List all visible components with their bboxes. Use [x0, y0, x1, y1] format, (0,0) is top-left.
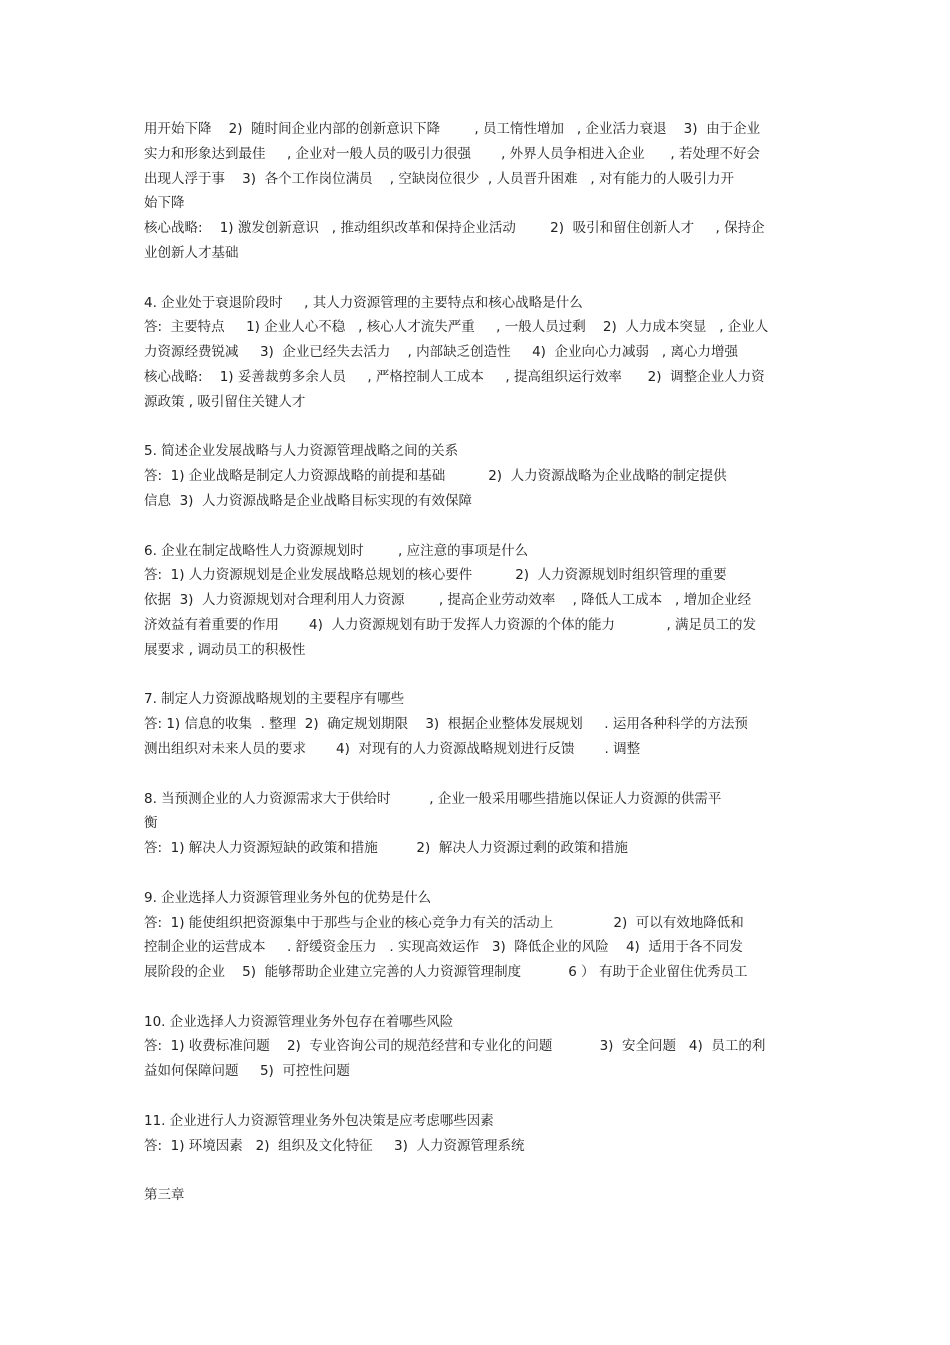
text-line: 实力和形象达到最佳 , 企业对一般人员的吸引力很强 , 外界人员争相进入企业 , 若处理不好会 — [144, 145, 760, 162]
text-line: 用开始下降 2) 随时间企业内部的创新意识下降 , 员工惰性增加 , 企业活力衰退 3) 由于企业 — [144, 121, 761, 137]
text-line: 答: 主要特点 1) 企业人心不稳 , 核心人才流失严重 , 一般人员过剩 2) 人力成本突显 , 企业人 — [144, 319, 769, 336]
question-heading: 7. 制定人力资源战略规划的主要程序有哪些 — [144, 691, 405, 708]
question-heading: 9. 企业选择人力资源管理业务外包的优势是什么 — [144, 889, 432, 906]
text-line: 答: 1) 收费标准问题 2) 专业咨询公司的规范经营和专业化的问题 3) 安全问题 4) 员工的利 — [144, 1038, 766, 1055]
question-heading: 4. 企业处于衰退阶段时 , 其人力资源管理的主要特点和核心战略是什么 — [144, 294, 583, 311]
text-line: 业创新人才基础 — [144, 244, 239, 261]
text-line: 核心战略: 1) 妥善裁剪多余人员 , 严格控制人工成本 , 提高组织运行效率 2) 调整企业人力资 — [144, 368, 765, 385]
paragraph-gap — [144, 1158, 814, 1183]
text-line: 济效益有着重要的作用 4) 人力资源规划有助于发挥人力资源的个体的能力 , 满足员工的发 — [144, 616, 757, 633]
text-line: 力资源经费锐减 3) 企业已经失去活力 , 内部缺乏创造性 4) 企业向心力减弱 , 离心力增强 — [144, 344, 738, 361]
chapter-heading: 第三章 — [144, 1187, 185, 1204]
question-heading: 8. 当预测企业的人力资源需求大于供给时 , 企业一般采用哪些措施以保证人力资源的供需平 — [144, 790, 722, 807]
text-line: 答: 1) 信息的收集 . 整理 2) 确定规划期限 3) 根据企业整体发展规划 . 运用各种科学的方法预 — [144, 716, 748, 733]
text-line: 答: 1) 人力资源规划是企业发展战略总规划的核心要件 2) 人力资源规划时组织管理的重要 — [144, 567, 727, 584]
text-line: 答: 1) 环境因素 2) 组织及文化特征 3) 人力资源管理系统 — [144, 1137, 525, 1154]
paragraph-gap — [144, 985, 814, 1010]
text-line: 控制企业的运营成本 . 舒缓资金压力 . 实现高效运作 3) 降低企业的风险 4) 适用于各不同发 — [144, 939, 743, 956]
text-line: 核心战略: 1) 激发创新意识 , 推动组织改革和保持企业活动 2) 吸引和留住创新人才 , 保持企 — [144, 220, 765, 237]
paragraph-gap — [144, 415, 814, 440]
text-line: 展阶段的企业 5) 能够帮助企业建立完善的人力资源管理制度 6 ） 有助于企业留住优秀员工 — [144, 964, 748, 981]
question-heading: 6. 企业在制定战略性人力资源规划时 , 应注意的事项是什么 — [144, 542, 529, 559]
text-line: 答: 1) 企业战略是制定人力资源战略的前提和基础 2) 人力资源战略为企业战略的制定提供 — [144, 468, 727, 485]
text-line: 始下降 — [144, 195, 185, 212]
question-heading: 11. 企业进行人力资源管理业务外包决策是应考虑哪些因素 — [144, 1112, 494, 1129]
question-heading: 10. 企业选择人力资源管理业务外包存在着哪些风险 — [144, 1013, 454, 1030]
paragraph-gap — [144, 266, 814, 291]
paragraph-gap — [144, 861, 814, 886]
question-heading: 5. 简述企业发展战略与人力资源管理战略之间的关系 — [144, 443, 459, 460]
text-line: 测出组织对未来人员的要求 4) 对现有的人力资源战略规划进行反馈 . 调整 — [144, 740, 641, 757]
document-body — [144, 117, 814, 1208]
text-line: 益如何保障问题 5) 可控性问题 — [144, 1063, 350, 1080]
paragraph-gap — [144, 1084, 814, 1109]
text-line: 答: 1) 能使组织把资源集中于那些与企业的核心竞争力有关的活动上 2) 可以有效地降低和 — [144, 914, 744, 931]
paragraph-gap — [144, 762, 814, 787]
text-line: 出现人浮于事 3) 各个工作岗位满员 , 空缺岗位很少 , 人员晋升困难 , 对有能力的人吸引力开 — [144, 170, 734, 187]
paragraph-gap — [144, 514, 814, 539]
text-line: 源政策 , 吸引留住关键人才 — [144, 393, 306, 410]
text-line: 展要求 , 调动员工的积极性 — [144, 641, 306, 658]
text-line: 答: 1) 解决人力资源短缺的政策和措施 2) 解决人力资源过剩的政策和措施 — [144, 840, 628, 857]
text-line: 信息 3) 人力资源战略是企业战略目标实现的有效保障 — [144, 492, 473, 509]
text-line: 依据 3) 人力资源规划对合理利用人力资源 , 提高企业劳动效率 , 降低人工成本 , 增加企业经 — [144, 592, 752, 609]
paragraph-gap — [144, 663, 814, 688]
text-line: 衡 — [144, 815, 158, 832]
